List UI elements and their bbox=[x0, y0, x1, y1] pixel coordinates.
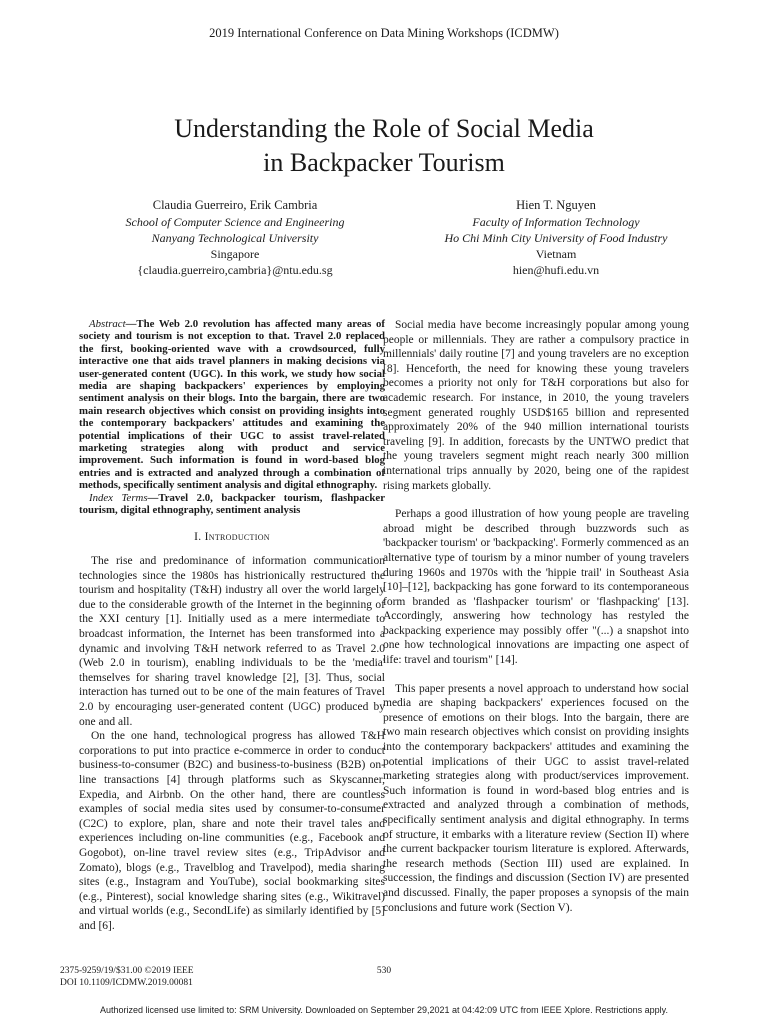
paper-title-line-1: Understanding the Role of Social Media bbox=[174, 114, 594, 143]
body-paragraph: The rise and predominance of information communication technologies since the 1980s has histrionically restructured the tourism and hospitality (T&H) industry all over the world largely due to the considerable growth of the Internet in the beginning of the XXI century [1]. Initially used as a mere intermediate to broadcast information, the Internet has been transformed into a dynamic and involving T&H network referred to as Travel 2.0 (Web 2.0 in tourism), enabling individuals to be the 'media' themselves for sharing travel knowledge [2], [3]. Thus, social interaction has turned out to be one of the main features of Travel 2.0 by encouraging user-generated content (UGC) produced by one and all. bbox=[79, 555, 385, 728]
section-title: Introduction bbox=[204, 530, 270, 543]
author-block-2 bbox=[396, 197, 716, 278]
abstract bbox=[79, 318, 385, 517]
body-paragraph: On the one hand, technological progress has allowed T&H corporations to put into practice e-commerce in order to conduct business-to-consumer (B2C) and business-to-business (B2B) on-line transactions [4] through platforms such as Skyscanner, Expedia, and Airbnb. On the other hand, there are countless examples of social media sites used by consumer-to-consumer (C2C) to explore, plan, share and note their travel tales and experiences including on-line communities (e.g., Facebook and Gogobot), on-line travel review sites (e.g., TripAdvisor and Zomato), blogs (e.g., Travelblog and Travelpod), media sharing sites (e.g., Instagram and YouTube), social bookmarking sites (e.g., Pinterest), social knowledge sharing sites (e.g., Wikitravel) and virtual worlds (e.g., SecondLife) as similarly identified by [5] and [6]. bbox=[79, 730, 385, 932]
body-paragraph: Perhaps a good illustration of how young people are traveling abroad might be described through buzzwords such as 'backpacker tourism' or 'backpacking'. Formerly commenced as an alternative type of tourism by a minor number of young travelers during 1960s and 1970s with the 'hippie trail' in Southeast Asia [10]–[12], backpacking has gone forward to its contemporaneous form branded as 'flashpacker tourism' or 'flashpacking' [13]. Accordingly, answering how technology has restyled the backpacking experience may possibly offer "(...) a snapshot into one how technological innovations are impacting one aspect of life: travel and tourism" [14]. bbox=[383, 508, 689, 667]
abstract-paragraph bbox=[79, 318, 385, 492]
body-paragraph: Social media have become increasingly popular among young people or millennials. They are rather a compulsory practice in millennials' daily routine [7] and young travelers are no exception [8]. Henceforth, the need for knowing these young travelers becomes a priority not only for T&H corporations but also for academic research. For instance, in 2010, the young travelers segment generated roughly USD$165 billion and represented approximately 20% of the 940 million international tourists traveling [9]. In addition, forecasts by the UNTWO predict that the young travelers segment might reach nearly 300 million international trips annually by 2020, being one of the rapidest rising markets globally. bbox=[383, 319, 689, 492]
author-country: Singapore bbox=[210, 247, 260, 261]
section-heading-introduction bbox=[79, 530, 385, 545]
author-block-1 bbox=[90, 197, 380, 278]
author-affiliation-school: School of Computer Science and Engineering bbox=[125, 215, 345, 229]
author-affiliation-university: Nanyang Technological University bbox=[151, 231, 319, 245]
page-number: 530 bbox=[376, 966, 392, 976]
license-notice: Authorized licensed use limited to: SRM University. Downloaded on September 29,2021 at 04:42:09 UTC from IEEE Xplore. Restrictions apply. bbox=[100, 1005, 668, 1015]
author-affiliation-faculty: Faculty of Information Technology bbox=[472, 215, 640, 229]
author-affiliation-university: Ho Chi Minh City University of Food Industry bbox=[444, 231, 668, 245]
body-paragraph: This paper presents a novel approach to understand how social media are shaping backpackers' experiences focused on the presence of emotions on their blogs. Into the bargain, there are two main research objectives which consist on providing insights into the contemporary backpackers' attitudes and examining the potential implications of their UGC to assist travel-related marketing strategies along with product/services improvement. Such information is found in word-based blog entries and is extracted and analyzed through a combination of methods, specifically sentiment analysis and digital ethnography. In terms of structure, it embarks with a literature review (Section II) where the current backpacker tourism literature is explored. Afterwards, the research methods (Section III) used are explained. In succession, the findings and discussion (Section IV) are presented and discussed. Finally, the paper proposes a synopsis of the main conclusions and future work (Section V). bbox=[383, 682, 689, 914]
footer-doi: DOI 10.1109/ICDMW.2019.00081 bbox=[60, 977, 193, 988]
paper-title bbox=[60, 112, 708, 180]
author-name: Claudia Guerreiro, Erik Cambria bbox=[152, 198, 318, 212]
abstract-text: —The Web 2.0 revolution has affected many areas of society and tourism is not exception to that. Travel 2.0 replaced the first, booking-oriented wave with a crowdsourced, fully interactive one that aids travel planners in making decisions via user-generated content (UGC). In this work, we study how social media are shaping backpackers' experiences by employing sentiment analysis on their blogs. Into the bargain, there are two main research objectives which consist on providing insights into the contemporary backpackers' attitudes and examining the potential implications of their UGC to assist travel-related marketing strategies along with product and service improvement. Such information is found in word-based blog entries and is extracted and analyzed through a combination of methods, specifically sentiment analysis and digital ethnography. bbox=[79, 318, 385, 492]
conference-header: 2019 International Conference on Data Mining Workshops (ICDMW) bbox=[209, 26, 559, 40]
paper-title-line-2: in Backpacker Tourism bbox=[263, 148, 505, 177]
section-number: I. bbox=[194, 530, 202, 543]
footer-issn: 2375-9259/19/$31.00 ©2019 IEEE bbox=[60, 966, 194, 976]
author-email: {claudia.guerreiro,cambria}@ntu.edu.sg bbox=[137, 263, 333, 277]
index-terms-lead: Index Terms bbox=[89, 491, 148, 504]
author-name: Hien T. Nguyen bbox=[516, 198, 596, 212]
author-email: hien@hufi.edu.vn bbox=[512, 263, 600, 277]
author-country: Vietnam bbox=[535, 247, 577, 261]
right-column bbox=[383, 318, 689, 915]
index-terms-paragraph bbox=[79, 492, 385, 517]
left-column bbox=[79, 318, 385, 934]
abstract-lead: Abstract bbox=[89, 318, 126, 330]
index-terms-text: —Travel 2.0, backpacker tourism, flashpacker tourism, digital ethnography, sentiment analysis bbox=[79, 491, 386, 517]
